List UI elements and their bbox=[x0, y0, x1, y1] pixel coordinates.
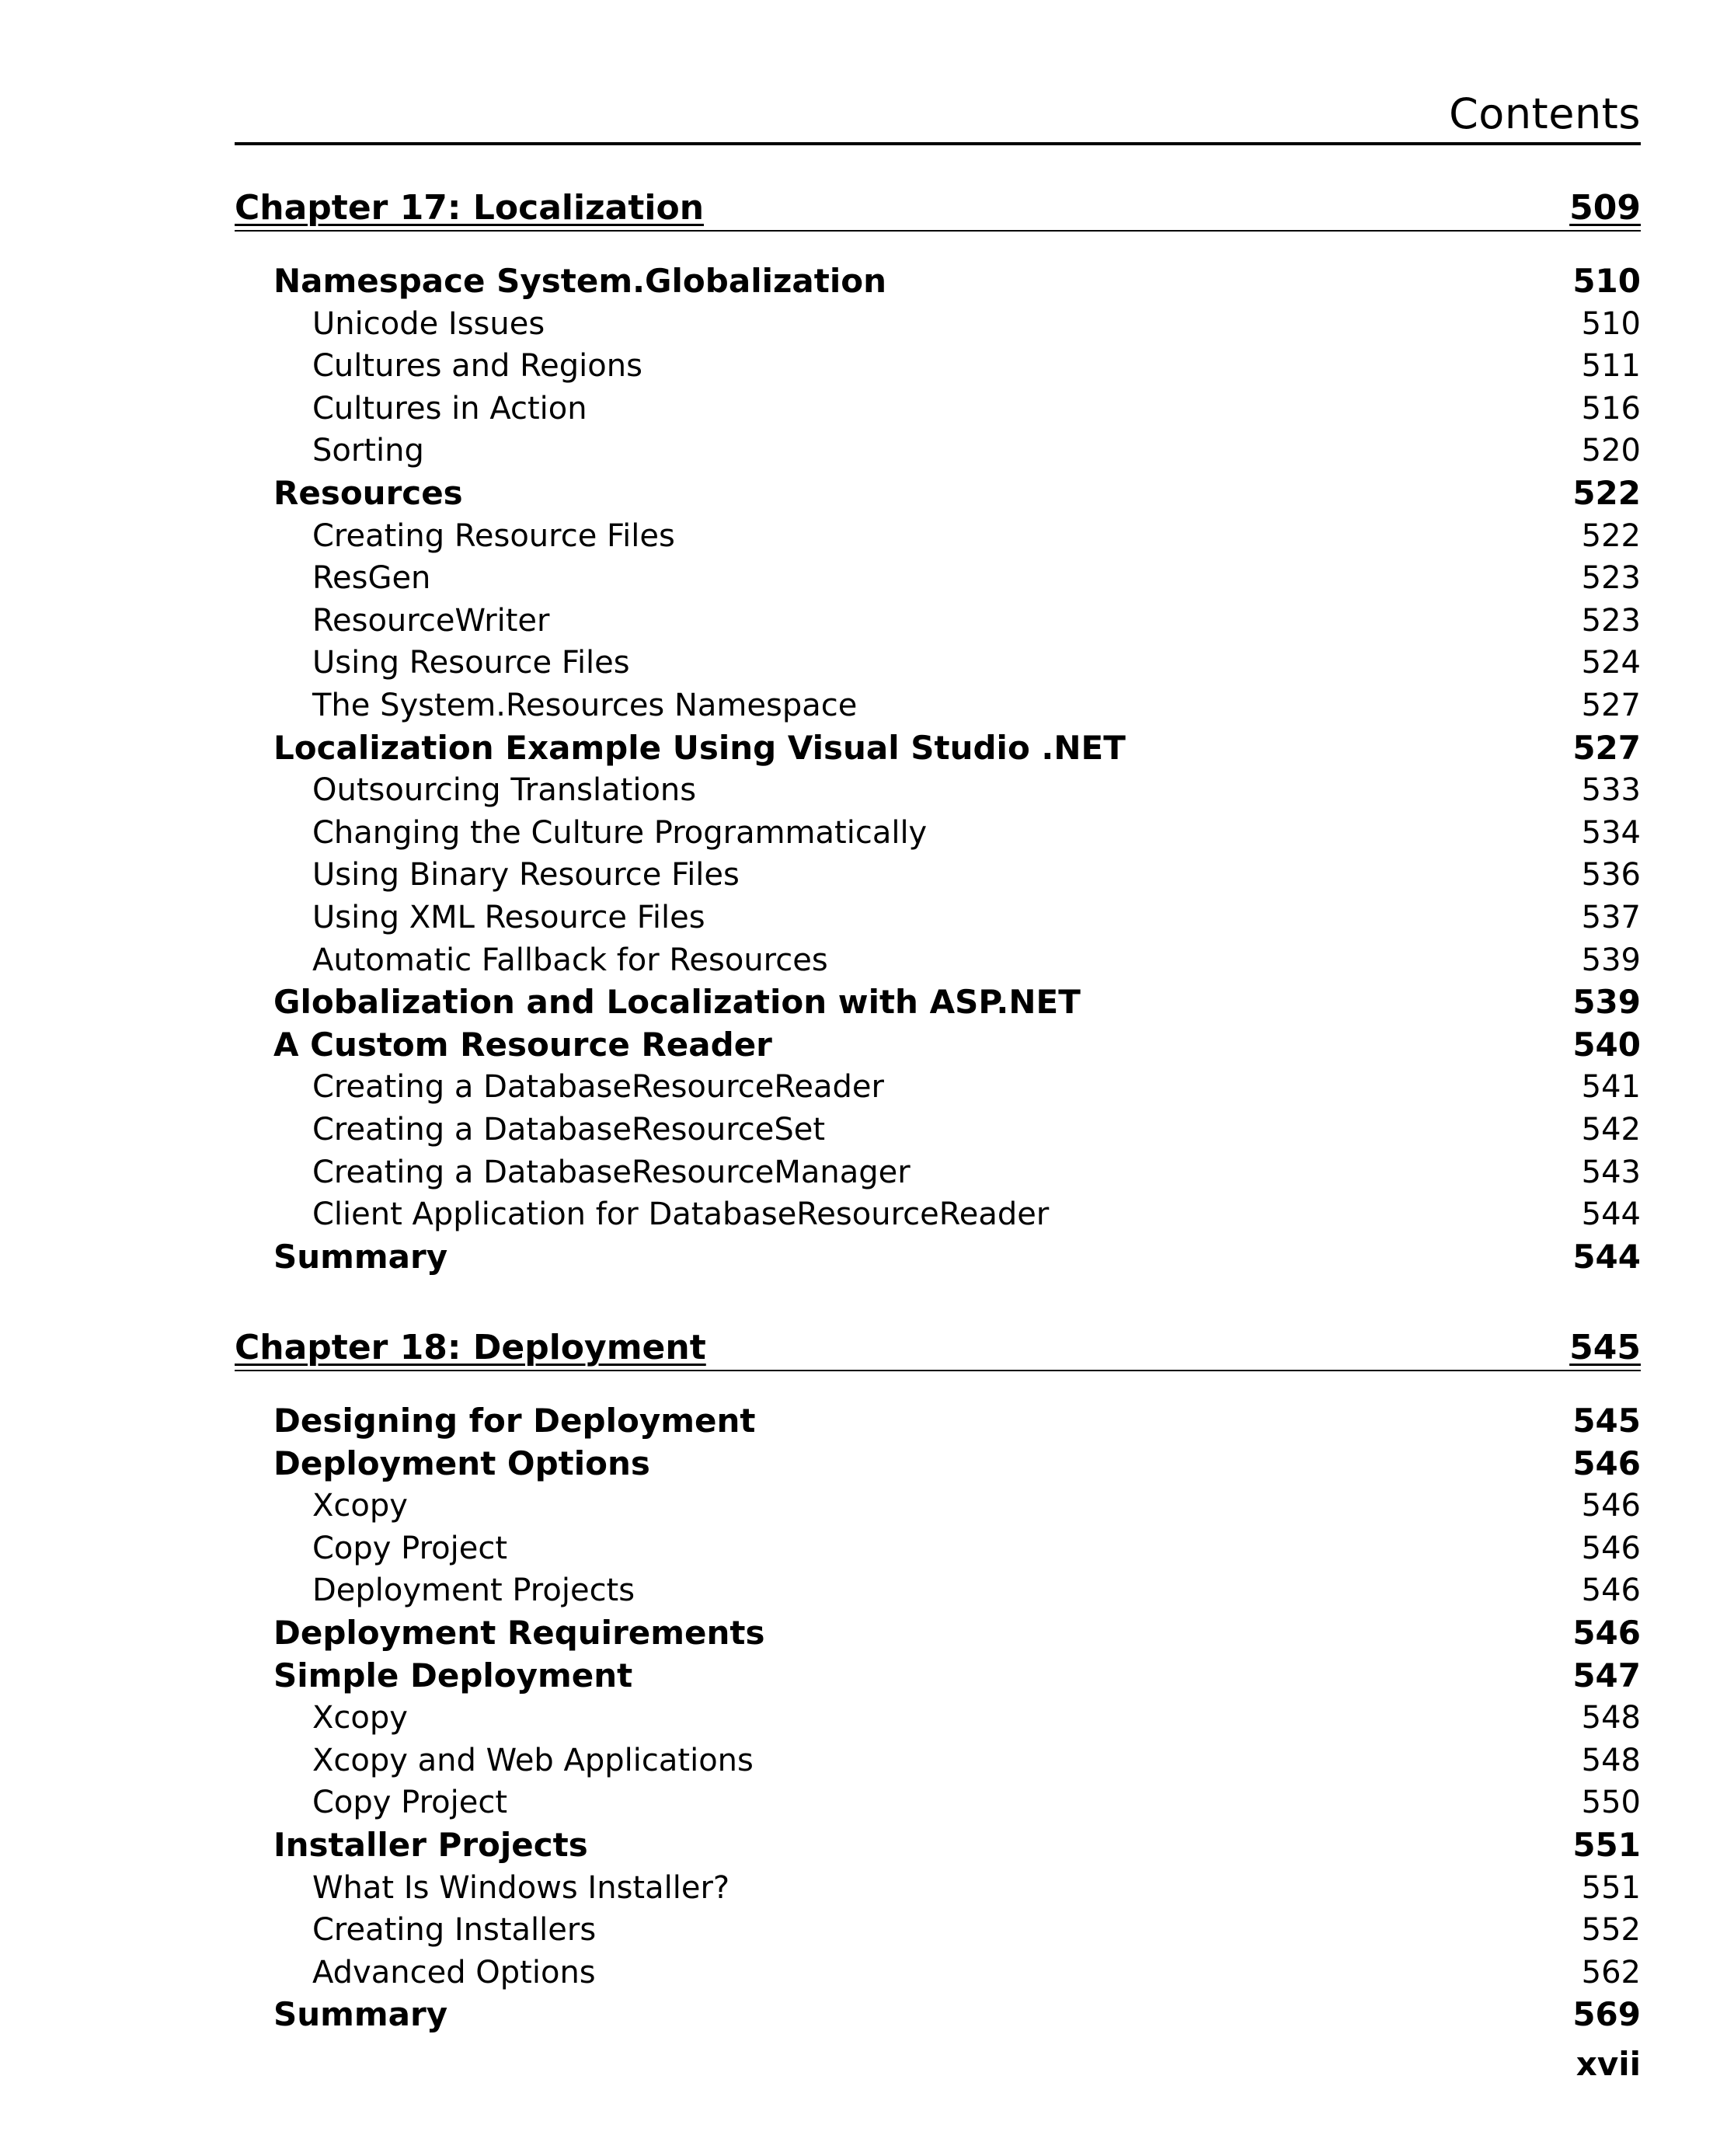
entry-title: Deployment Options bbox=[273, 1444, 650, 1482]
entry-title: Creating a DatabaseResourceManager bbox=[312, 1154, 910, 1190]
entry-title: Creating Installers bbox=[312, 1912, 597, 1949]
entry-title: Resources bbox=[273, 474, 463, 512]
entry-page-number: 534 bbox=[1581, 814, 1641, 851]
entry-title: Creating Resource Files bbox=[312, 517, 675, 554]
toc-subsection-entry bbox=[312, 515, 1641, 557]
chapter-title: Chapter 18: Deployment bbox=[235, 1328, 706, 1367]
entry-page-number: 547 bbox=[1572, 1656, 1641, 1694]
entry-page-number: 546 bbox=[1581, 1530, 1641, 1566]
toc-subsection-entry bbox=[312, 769, 1641, 811]
entry-title: Namespace System.Globalization bbox=[273, 262, 886, 300]
entry-page-number: 544 bbox=[1581, 1196, 1641, 1233]
chapter-heading bbox=[235, 1326, 1641, 1371]
entry-page-number: 539 bbox=[1581, 942, 1641, 978]
entry-title: Sorting bbox=[312, 433, 424, 469]
chapter-page-number: 509 bbox=[1569, 188, 1641, 228]
toc-subsection-entry bbox=[312, 897, 1641, 939]
toc-subsection-entry bbox=[312, 557, 1641, 599]
entry-title: Using XML Resource Files bbox=[312, 900, 705, 935]
entry-title: Client Application for DatabaseResourceReader bbox=[312, 1196, 1050, 1233]
entry-title: Summary bbox=[273, 1237, 448, 1276]
entry-title: A Custom Resource Reader bbox=[273, 1025, 772, 1064]
entry-title: Advanced Options bbox=[312, 1954, 596, 1991]
entry-page-number: 520 bbox=[1581, 433, 1641, 469]
entry-title: Using Resource Files bbox=[312, 645, 630, 681]
entry-title: Xcopy and Web Applications bbox=[312, 1742, 754, 1778]
entry-page-number: 522 bbox=[1581, 517, 1641, 554]
toc-subsection-entry bbox=[312, 1485, 1641, 1527]
entry-title: Simple Deployment bbox=[273, 1656, 633, 1694]
toc-subsection-entry bbox=[312, 1109, 1641, 1151]
entry-page-number: 516 bbox=[1581, 390, 1641, 427]
entry-page-number: 550 bbox=[1581, 1785, 1641, 1821]
toc-subsection-entry bbox=[312, 854, 1641, 896]
entry-title: Copy Project bbox=[312, 1530, 508, 1566]
entry-title: Deployment Projects bbox=[312, 1573, 635, 1609]
entry-page-number: 511 bbox=[1581, 348, 1641, 385]
entry-title: Creating a DatabaseResourceSet bbox=[312, 1112, 826, 1148]
toc-section-entry bbox=[273, 1443, 1641, 1485]
toc-subsection-entry bbox=[312, 1151, 1641, 1193]
entry-page-number: 527 bbox=[1572, 728, 1641, 767]
toc-section-entry bbox=[273, 1824, 1641, 1866]
toc-section-entry bbox=[273, 472, 1641, 514]
page-folio: xvii bbox=[1576, 2045, 1641, 2083]
entry-page-number: 537 bbox=[1581, 900, 1641, 935]
entry-page-number: 542 bbox=[1581, 1112, 1641, 1148]
toc-section-entry bbox=[273, 1024, 1641, 1066]
toc-subsection-entry bbox=[312, 600, 1641, 642]
entry-page-number: 545 bbox=[1572, 1402, 1641, 1440]
toc-section-entry bbox=[273, 1400, 1641, 1442]
toc-subsection-entry bbox=[312, 1740, 1641, 1782]
entry-page-number: 540 bbox=[1572, 1025, 1641, 1064]
entry-page-number: 551 bbox=[1572, 1826, 1641, 1864]
entry-title: Unicode Issues bbox=[312, 305, 545, 342]
chapter-page-number: 545 bbox=[1569, 1328, 1641, 1367]
toc-subsection-entry bbox=[312, 1909, 1641, 1951]
entry-page-number: 548 bbox=[1581, 1700, 1641, 1736]
entry-page-number: 546 bbox=[1572, 1444, 1641, 1482]
entry-page-number: 524 bbox=[1581, 645, 1641, 681]
entry-page-number: 544 bbox=[1572, 1237, 1641, 1276]
entry-title: Automatic Fallback for Resources bbox=[312, 942, 828, 978]
toc-section-entry bbox=[273, 260, 1641, 302]
entry-page-number: 546 bbox=[1572, 1614, 1641, 1652]
entry-page-number: 552 bbox=[1581, 1912, 1641, 1949]
running-head: Contents bbox=[1449, 89, 1641, 138]
entry-title: Globalization and Localization with ASP.NET bbox=[273, 983, 1081, 1022]
entry-title: ResGen bbox=[312, 560, 431, 597]
entry-page-number: 546 bbox=[1581, 1488, 1641, 1524]
entry-page-number: 551 bbox=[1581, 1869, 1641, 1906]
toc-subsection-entry bbox=[312, 812, 1641, 854]
toc-subsection-entry bbox=[312, 642, 1641, 684]
toc-subsection-entry bbox=[312, 1867, 1641, 1909]
toc-subsection-entry bbox=[312, 1527, 1641, 1569]
entry-title: Creating a DatabaseResourceReader bbox=[312, 1069, 884, 1106]
toc-section-entry bbox=[273, 727, 1641, 769]
entry-page-number: 562 bbox=[1581, 1954, 1641, 1991]
entry-page-number: 533 bbox=[1581, 772, 1641, 809]
entry-page-number: 546 bbox=[1581, 1573, 1641, 1609]
entry-page-number: 539 bbox=[1572, 983, 1641, 1022]
toc-subsection-entry bbox=[312, 430, 1641, 472]
entry-page-number: 548 bbox=[1581, 1742, 1641, 1778]
toc-subsection-entry bbox=[312, 1569, 1641, 1611]
entry-title: The System.Resources Namespace bbox=[312, 688, 858, 723]
entry-title: Outsourcing Translations bbox=[312, 772, 697, 809]
book-page bbox=[235, 0, 1641, 2156]
entry-title: Xcopy bbox=[312, 1700, 408, 1736]
entry-page-number: 536 bbox=[1581, 857, 1641, 893]
entry-title: Copy Project bbox=[312, 1785, 508, 1821]
entry-title: Xcopy bbox=[312, 1488, 408, 1524]
entry-title: Localization Example Using Visual Studio .NET bbox=[273, 728, 1126, 767]
toc-subsection-entry bbox=[312, 345, 1641, 387]
toc-subsection-entry bbox=[312, 1782, 1641, 1823]
entry-title: What Is Windows Installer? bbox=[312, 1869, 730, 1906]
chapter-heading bbox=[235, 186, 1641, 232]
toc-subsection-entry bbox=[312, 1066, 1641, 1108]
toc-subsection-entry bbox=[312, 303, 1641, 345]
entry-page-number: 523 bbox=[1581, 602, 1641, 639]
entry-page-number: 541 bbox=[1581, 1069, 1641, 1106]
toc-section-entry bbox=[273, 1236, 1641, 1278]
toc-subsection-entry bbox=[312, 1952, 1641, 1994]
entry-page-number: 543 bbox=[1581, 1154, 1641, 1190]
toc-section-entry bbox=[273, 1655, 1641, 1697]
toc-subsection-entry bbox=[312, 1697, 1641, 1739]
toc-section-entry bbox=[273, 981, 1641, 1023]
entry-page-number: 523 bbox=[1581, 560, 1641, 597]
entry-title: Using Binary Resource Files bbox=[312, 857, 740, 893]
header-rule bbox=[235, 142, 1641, 145]
toc-subsection-entry bbox=[312, 1193, 1641, 1235]
entry-title: Cultures in Action bbox=[312, 390, 587, 427]
toc-subsection-entry bbox=[312, 939, 1641, 981]
entry-title: Cultures and Regions bbox=[312, 348, 642, 385]
toc-subsection-entry bbox=[312, 388, 1641, 430]
entry-page-number: 510 bbox=[1572, 262, 1641, 300]
entry-title: Summary bbox=[273, 1995, 448, 2034]
chapter-title: Chapter 17: Localization bbox=[235, 188, 705, 228]
entry-page-number: 569 bbox=[1572, 1995, 1641, 2034]
entry-page-number: 522 bbox=[1572, 474, 1641, 512]
entry-title: ResourceWriter bbox=[312, 602, 550, 639]
entry-page-number: 510 bbox=[1581, 305, 1641, 342]
entry-title: Designing for Deployment bbox=[273, 1402, 756, 1440]
toc-subsection-entry bbox=[312, 684, 1641, 726]
toc-section-entry bbox=[273, 1612, 1641, 1654]
entry-title: Installer Projects bbox=[273, 1826, 588, 1864]
entry-page-number: 527 bbox=[1581, 688, 1641, 723]
entry-title: Deployment Requirements bbox=[273, 1614, 765, 1652]
entry-title: Changing the Culture Programmatically bbox=[312, 814, 928, 851]
toc-section-entry bbox=[273, 1994, 1641, 2036]
